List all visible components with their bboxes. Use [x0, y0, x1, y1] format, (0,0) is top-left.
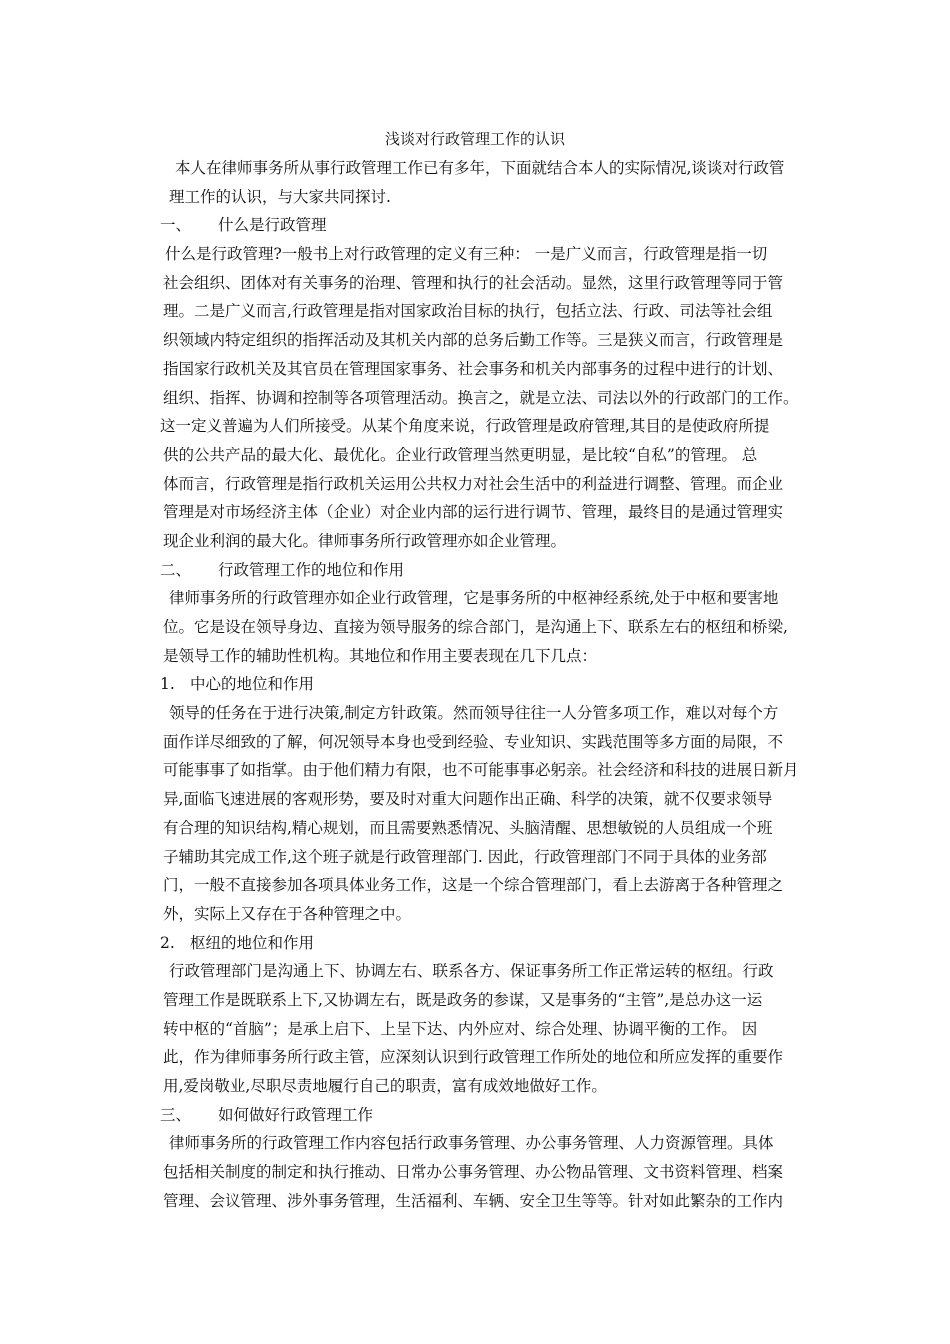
section-title: 如何做好行政管理工作 — [218, 1105, 374, 1124]
paragraph-line: 转中枢的“首脑”；是承上启下、上呈下达、内外应对、综合处理、协调平衡的工作。 因 — [163, 1019, 758, 1038]
paragraph-line: 是领导工作的辅助性机构。其地位和作用主要表现在几下几点： — [163, 646, 598, 665]
section-title: 什么是行政管理 — [218, 216, 327, 235]
paragraph-line: 指国家行政机关及其官员在管理国家事务、社会事务和机关内部事务的过程中进行的计划、 — [163, 359, 784, 378]
subsection-heading — [160, 929, 820, 958]
paragraph-line: 理工作的认识，与大家共同探讨. — [169, 187, 391, 206]
paragraph-line: 体而言，行政管理是指行政机关运用公共权力对社会生活中的利益进行调整、管理。而企业 — [163, 474, 784, 493]
paragraph-line: 什么是行政管理?一般书上对行政管理的定义有三种： 一是广义而言，行政管理是指一切 — [165, 245, 768, 264]
section-number: 三、 — [160, 1105, 192, 1124]
paragraph-line: 社会组织、团体对有关事务的治理、管理和执行的社会活动。显然，这里行政管理等同于管 — [163, 273, 784, 292]
section-number: 一、 — [160, 216, 192, 235]
paragraph-line: 领导的任务在于进行决策,制定方针政策。然而领导往往一人分管多项工作，难以对每个方 — [169, 704, 779, 723]
paragraph-line: 织领域内特定组织的指挥活动及其机关内部的总务后勤工作等。三是狭义而言，行政管理是 — [163, 331, 784, 350]
section-heading — [160, 556, 820, 585]
paragraph-line: 此，作为律师事务所行政主管，应深刻认识到行政管理工作所处的地位和所应发挥的重要作 — [163, 1048, 784, 1067]
subsection-number: 2. — [160, 933, 175, 952]
paragraph-line: 用,爱岗敬业,尽职尽责地履行自己的职责，富有成效地做好工作。 — [163, 1077, 607, 1095]
paragraph-line: 可能事事了如指掌。由于他们精力有限，也不可能事事必躬亲。社会经济和科技的进展日新月 — [163, 761, 799, 780]
paragraph-line: 行政管理部门是沟通上下、协调左右、联系各方、保证事务所工作正常运转的枢纽。行政 — [169, 962, 774, 981]
paragraph-line: 本人在律师事务所从事行政管理工作已有多年，下面就结合本人的实际情况,谈谈对行政管 — [175, 159, 785, 177]
paragraph-line: 供的公共产品的最大化、最优化。企业行政管理当然更明显，是比较“自私”的管理。 总 — [163, 445, 758, 464]
section-title: 行政管理工作的地位和作用 — [218, 560, 405, 579]
paragraph-line: 管理工作是既联系上下,又协调左右，既是政务的参谋，又是事务的“主管”,是总办这一运 — [163, 990, 763, 1009]
paragraph-line: 管理是对市场经济主体（企业）对企业内部的运行进行调节、管理，最终目的是通过管理实 — [163, 503, 784, 522]
section-heading — [160, 211, 820, 240]
subsection-heading — [160, 670, 820, 699]
paragraph-line: 外，实际上又存在于各种管理之中。 — [163, 904, 412, 923]
paragraph-line: 律师事务所的行政管理工作内容包括行政事务管理、办公事务管理、人力资源管理。具体 — [169, 1134, 774, 1153]
paragraph-line: 这一定义普遍为人们所接受。从某个角度来说，行政管理是政府管理,其目的是使政府所提 — [160, 417, 770, 436]
section-heading — [160, 1101, 820, 1130]
paragraph-line: 管理、会议管理、涉外事务管理，生活福利、车辆、安全卫生等等。针对如此繁杂的工作内 — [163, 1191, 784, 1210]
paragraph-line: 异,面临飞速进展的客观形势，要及时对重大问题作出正确、科学的决策，就不仅要求领导 — [163, 790, 773, 809]
subsection-number: 1. — [160, 675, 175, 694]
paragraph-line: 包括相关制度的制定和执行推动、日常办公事务管理、办公物品管理、文书资料管理、档案 — [163, 1163, 784, 1182]
paragraph-line: 门，一般不直接参加各项具体业务工作，这是一个综合管理部门，看上去游离于各种管理之 — [163, 876, 784, 895]
section-number: 二、 — [160, 560, 192, 579]
subsection-title: 中心的地位和作用 — [190, 675, 315, 694]
paragraph-line: 现企业利润的最大化。律师事务所行政管理亦如企业管理。 — [163, 531, 567, 550]
paragraph-line: 组织、指挥、协调和控制等各项管理活动。换言之，就是立法、司法以外的行政部门的工作。 — [163, 388, 799, 407]
paragraph-line: 面作详尽细致的了解，何况领导本身也受到经验、专业知识、实践范围等多方面的局限，不 — [163, 732, 784, 751]
paragraph-line: 理。二是广义而言,行政管理是指对国家政治目标的执行，包括立法、行政、司法等社会组 — [163, 302, 773, 321]
paragraph-line: 子辅助其完成工作,这个班子就是行政管理部门. 因此，行政管理部门不同于具体的业务部 — [163, 847, 767, 866]
document-title: 浅谈对行政管理工作的认识 — [384, 130, 565, 148]
subsection-title: 枢纽的地位和作用 — [190, 933, 315, 952]
paragraph-line: 律师事务所的行政管理亦如企业行政管理，它是事务所的中枢神经系统,处于中枢和要害地 — [169, 589, 779, 608]
paragraph-line: 有合理的知识结构,精心规划，而且需要熟悉情况、头脑清醒、思想敏锐的人员组成一个班 — [163, 818, 773, 837]
paragraph-line: 位。它是设在领导身边、直接为领导服务的综合部门，是沟通上下、联系左右的枢纽和桥梁, — [163, 618, 788, 636]
document-body — [160, 154, 820, 1215]
